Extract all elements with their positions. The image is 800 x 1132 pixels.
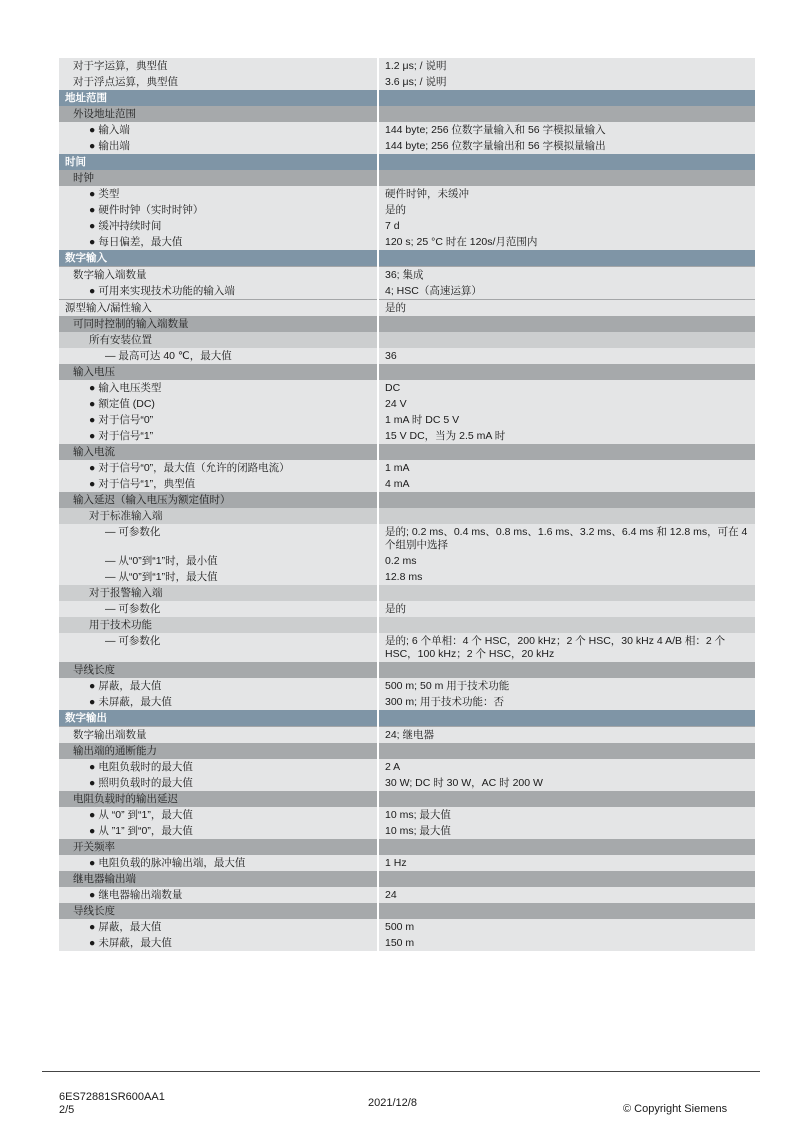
spec-label: 时间 [65, 156, 86, 168]
spec-label: 输入延迟（输入电压为额定值时） [73, 494, 231, 506]
spec-label-cell [59, 508, 378, 524]
spec-label: 对于信号“1” [98, 430, 154, 442]
spec-label-cell [59, 569, 378, 585]
spec-label-cell [59, 90, 378, 106]
bullet-icon: ● [89, 857, 96, 869]
spec-label-cell [59, 170, 378, 186]
spec-label-cell [59, 727, 378, 744]
spec-label: 数字输入端数量 [73, 269, 147, 281]
spec-label: 电阻负载时的输出延迟 [73, 793, 178, 805]
subsection-row [59, 316, 755, 332]
section-header-row [59, 710, 755, 727]
bullet-icon: ● [89, 285, 96, 297]
spec-label-cell [59, 585, 378, 601]
spec-label-cell [59, 122, 378, 138]
bullet-icon: ● [89, 462, 96, 474]
subsection-row [59, 492, 755, 508]
bullet-icon: ● [89, 140, 96, 152]
spec-label-cell [59, 316, 378, 332]
spec-label: 可用来实现技术功能的输入端 [98, 285, 235, 297]
bullet-icon: ● [89, 430, 96, 442]
subsection-row [59, 444, 755, 460]
spec-label: 对于报警输入端 [89, 587, 163, 599]
spec-row [59, 775, 755, 791]
spec-row [59, 887, 755, 903]
spec-label: 导线长度 [73, 905, 115, 917]
spec-label-cell [59, 492, 378, 508]
spec-label-cell [59, 106, 378, 122]
spec-label-cell [59, 919, 378, 935]
spec-label-cell [59, 234, 378, 250]
spec-label-cell [59, 617, 378, 633]
spec-value: 是的; 6 个单相：4 个 HSC，200 kHz；2 个 HSC，30 kHz 4 A/B 相：2 个 HSC，100 kHz；2 个 HSC，20 kHz [378, 633, 755, 662]
spec-label-cell [59, 601, 378, 617]
spec-label: — 可参数化 [105, 635, 161, 647]
spec-value [378, 791, 755, 807]
spec-value: 150 m [378, 935, 755, 951]
subsection-row [59, 106, 755, 122]
spec-label-cell [59, 364, 378, 380]
spec-label-cell [59, 348, 378, 364]
spec-value [378, 250, 755, 267]
spec-value: 是的 [378, 601, 755, 617]
spec-label: 导线长度 [73, 664, 115, 676]
spec-value [378, 332, 755, 348]
spec-label: 输出端的通断能力 [73, 745, 157, 757]
spec-value: 300 m; 用于技术功能：否 [378, 694, 755, 710]
section-header-row [59, 90, 755, 106]
spec-label-cell [59, 332, 378, 348]
spec-row [59, 74, 755, 90]
spec-value [378, 364, 755, 380]
spec-value: 24; 继电器 [378, 727, 755, 744]
spec-label: — 最高可达 40 ℃，最大值 [105, 350, 232, 362]
spec-value [378, 492, 755, 508]
spec-value: 15 V DC，当为 2.5 mA 时 [378, 428, 755, 444]
spec-value: 500 m; 50 m 用于技术功能 [378, 678, 755, 694]
spec-label-cell [59, 524, 378, 553]
spec-label: 输入电流 [73, 446, 115, 458]
spec-label: 时钟 [73, 172, 94, 184]
spec-row [59, 202, 755, 218]
spec-label: 输入端 [98, 124, 130, 136]
spec-value [378, 316, 755, 332]
spec-value: 2 A [378, 759, 755, 775]
spec-row [59, 58, 755, 74]
spec-label: 未屏蔽，最大值 [98, 696, 172, 708]
spec-label: 继电器输出端数量 [98, 889, 183, 901]
spec-row [59, 234, 755, 250]
spec-value: 24 [378, 887, 755, 903]
spec-value: 12.8 ms [378, 569, 755, 585]
spec-value: 36 [378, 348, 755, 364]
spec-value: 0.2 ms [378, 553, 755, 569]
spec-label: 可同时控制的输入端数量 [73, 318, 189, 330]
spec-row [59, 218, 755, 234]
spec-value: 10 ms; 最大值 [378, 807, 755, 823]
spec-value [378, 839, 755, 855]
spec-label: 对于信号“1”，典型值 [98, 478, 196, 490]
spec-label: 额定值 (DC) [98, 398, 155, 410]
spec-row [59, 807, 755, 823]
spec-value: 是的 [378, 300, 755, 317]
spec-label-cell [59, 855, 378, 871]
subsection-row [59, 871, 755, 887]
bullet-icon: ● [89, 382, 96, 394]
spec-value: 144 byte; 256 位数字量输入和 56 字模拟量输入 [378, 122, 755, 138]
spec-row [59, 935, 755, 951]
subsection-row [59, 743, 755, 759]
spec-label-cell [59, 553, 378, 569]
spec-label: — 从“0”到“1”时，最小值 [105, 555, 218, 567]
spec-label-cell [59, 186, 378, 202]
spec-label-cell [59, 887, 378, 903]
spec-row [59, 300, 755, 317]
footer-date: 2021/12/8 [368, 1097, 417, 1109]
spec-label-cell [59, 871, 378, 887]
spec-label-cell [59, 662, 378, 678]
spec-row [59, 524, 755, 553]
spec-label-cell [59, 903, 378, 919]
spec-value [378, 170, 755, 186]
spec-label: 数字输出端数量 [73, 729, 147, 741]
spec-row [59, 412, 755, 428]
spec-row [59, 601, 755, 617]
spec-label: 对于信号“0” [98, 414, 154, 426]
bullet-icon: ● [89, 478, 96, 490]
subsection-row [59, 839, 755, 855]
spec-row [59, 348, 755, 364]
spec-label: 类型 [98, 188, 120, 200]
footer-divider [42, 1071, 760, 1072]
spec-value: 30 W; DC 时 30 W，AC 时 200 W [378, 775, 755, 791]
spec-value [378, 585, 755, 601]
spec-row [59, 267, 755, 284]
spec-value: 10 ms; 最大值 [378, 823, 755, 839]
spec-label-cell [59, 74, 378, 90]
spec-label: 开关频率 [73, 841, 115, 853]
spec-label: 对于字运算，典型值 [73, 60, 168, 72]
subsection-row [59, 903, 755, 919]
subsection-row [59, 364, 755, 380]
spec-label: 所有安装位置 [89, 334, 152, 346]
subsection-row [59, 617, 755, 633]
spec-value: 1 mA [378, 460, 755, 476]
footer-copyright: © Copyright Siemens [623, 1103, 728, 1115]
spec-row [59, 396, 755, 412]
spec-row [59, 122, 755, 138]
spec-value: 36; 集成 [378, 267, 755, 284]
spec-row [59, 428, 755, 444]
subsection-row [59, 662, 755, 678]
spec-row [59, 476, 755, 492]
spec-row [59, 380, 755, 396]
footer-page-number: 2/5 [59, 1104, 75, 1116]
bullet-icon: ● [89, 777, 96, 789]
spec-label: 用于技术功能 [89, 619, 152, 631]
spec-label: 地址范围 [65, 92, 107, 104]
spec-label: 对于信号“0”，最大值（允许的闭路电流） [98, 462, 290, 474]
spec-label: 输入电压 [73, 366, 115, 378]
spec-label-cell [59, 396, 378, 412]
spec-row [59, 919, 755, 935]
spec-row [59, 553, 755, 569]
spec-value: 500 m [378, 919, 755, 935]
spec-label-cell [59, 791, 378, 807]
spec-value [378, 743, 755, 759]
spec-label-cell [59, 444, 378, 460]
spec-value [378, 617, 755, 633]
spec-label: 电阻负载时的最大值 [98, 761, 193, 773]
spec-label: 数字输入 [65, 252, 107, 264]
spec-row [59, 283, 755, 300]
bullet-icon: ● [89, 921, 96, 933]
spec-label-cell [59, 428, 378, 444]
spec-value: 120 s; 25 °C 时在 120s/月范围内 [378, 234, 755, 250]
spec-value [378, 662, 755, 678]
spec-label: 数字输出 [65, 712, 107, 724]
bullet-icon: ● [89, 889, 96, 901]
spec-row [59, 633, 755, 662]
spec-label: 源型输入/漏性输入 [65, 302, 152, 314]
spec-label: — 从“0”到“1”时，最大值 [105, 571, 218, 583]
spec-label-cell [59, 460, 378, 476]
spec-label-cell [59, 58, 378, 74]
bullet-icon: ● [89, 124, 96, 136]
spec-label-cell [59, 935, 378, 951]
spec-row [59, 727, 755, 744]
subsection-row [59, 332, 755, 348]
spec-label-cell [59, 250, 378, 267]
spec-value: 24 V [378, 396, 755, 412]
bullet-icon: ● [89, 937, 96, 949]
section-header-row [59, 250, 755, 267]
spec-label: 照明负载时的最大值 [98, 777, 193, 789]
spec-label: — 可参数化 [105, 603, 161, 615]
spec-value: 是的 [378, 202, 755, 218]
spec-value: 3.6 μs; / 说明 [378, 74, 755, 90]
spec-label-cell [59, 138, 378, 154]
spec-value [378, 90, 755, 106]
spec-label-cell [59, 412, 378, 428]
spec-label: 对于标准输入端 [89, 510, 163, 522]
spec-label: 输入电压类型 [98, 382, 162, 394]
footer-part-number: 6ES72881SR600AA1 [59, 1091, 165, 1103]
bullet-icon: ● [89, 825, 96, 837]
spec-label: 从 ”1” 到“0”，最大值 [98, 825, 193, 837]
subsection-row [59, 508, 755, 524]
spec-row [59, 460, 755, 476]
spec-label-cell [59, 476, 378, 492]
subsection-row [59, 585, 755, 601]
spec-value [378, 508, 755, 524]
bullet-icon: ● [89, 188, 96, 200]
spec-value: 1 Hz [378, 855, 755, 871]
bullet-icon: ● [89, 680, 96, 692]
spec-label: 硬件时钟（实时时钟） [98, 204, 204, 216]
spec-label-cell [59, 743, 378, 759]
spec-label: 屏蔽，最大值 [98, 921, 162, 933]
spec-row [59, 823, 755, 839]
bullet-icon: ● [89, 761, 96, 773]
spec-value [378, 710, 755, 727]
spec-label-cell [59, 775, 378, 791]
spec-label-cell [59, 300, 378, 317]
spec-label: 输出端 [98, 140, 130, 152]
spec-value: 1 mA 时 DC 5 V [378, 412, 755, 428]
spec-value: 4; HSC（高速运算） [378, 283, 755, 300]
spec-row [59, 186, 755, 202]
spec-label-cell [59, 283, 378, 300]
bullet-icon: ● [89, 696, 96, 708]
spec-value [378, 871, 755, 887]
spec-label: 缓冲持续时间 [98, 220, 162, 232]
section-header-row [59, 154, 755, 170]
spec-label: 未屏蔽，最大值 [98, 937, 172, 949]
spec-label-cell [59, 218, 378, 234]
spec-row [59, 694, 755, 710]
spec-label: 对于浮点运算，典型值 [73, 76, 178, 88]
spec-table-body [59, 58, 755, 951]
spec-row [59, 855, 755, 871]
bullet-icon: ● [89, 414, 96, 426]
spec-label: 屏蔽，最大值 [98, 680, 162, 692]
spec-label-cell [59, 267, 378, 284]
spec-value: 是的; 0.2 ms、0.4 ms、0.8 ms、1.6 ms、3.2 ms、6.4 ms 和 12.8 ms，可在 4 个组别中选择 [378, 524, 755, 553]
spec-label-cell [59, 807, 378, 823]
spec-label-cell [59, 759, 378, 775]
spec-value: DC [378, 380, 755, 396]
spec-label-cell [59, 202, 378, 218]
spec-row [59, 569, 755, 585]
spec-label: 外设地址范围 [73, 108, 136, 120]
spec-label: 从 “0” 到“1”，最大值 [98, 809, 193, 821]
spec-row [59, 678, 755, 694]
spec-value: 硬件时钟，未缓冲 [378, 186, 755, 202]
bullet-icon: ● [89, 220, 96, 232]
spec-label-cell [59, 633, 378, 662]
spec-label-cell [59, 823, 378, 839]
spec-value: 1.2 μs; / 说明 [378, 58, 755, 74]
subsection-row [59, 170, 755, 186]
spec-label-cell [59, 694, 378, 710]
spec-label: 电阻负载的脉冲输出端，最大值 [98, 857, 246, 869]
spec-row [59, 759, 755, 775]
spec-value [378, 444, 755, 460]
spec-label-cell [59, 839, 378, 855]
spec-label: 继电器输出端 [73, 873, 136, 885]
bullet-icon: ● [89, 236, 96, 248]
bullet-icon: ● [89, 809, 96, 821]
spec-value: 4 mA [378, 476, 755, 492]
spec-label-cell [59, 710, 378, 727]
spec-table [59, 58, 755, 951]
spec-row [59, 138, 755, 154]
bullet-icon: ● [89, 398, 96, 410]
spec-value: 7 d [378, 218, 755, 234]
spec-value [378, 903, 755, 919]
spec-label: 每日偏差，最大值 [98, 236, 183, 248]
subsection-row [59, 791, 755, 807]
spec-value: 144 byte; 256 位数字量输出和 56 字模拟量输出 [378, 138, 755, 154]
spec-value [378, 154, 755, 170]
spec-label-cell [59, 678, 378, 694]
spec-label-cell [59, 154, 378, 170]
spec-label-cell [59, 380, 378, 396]
spec-label: — 可参数化 [105, 526, 161, 538]
spec-value [378, 106, 755, 122]
bullet-icon: ● [89, 204, 96, 216]
